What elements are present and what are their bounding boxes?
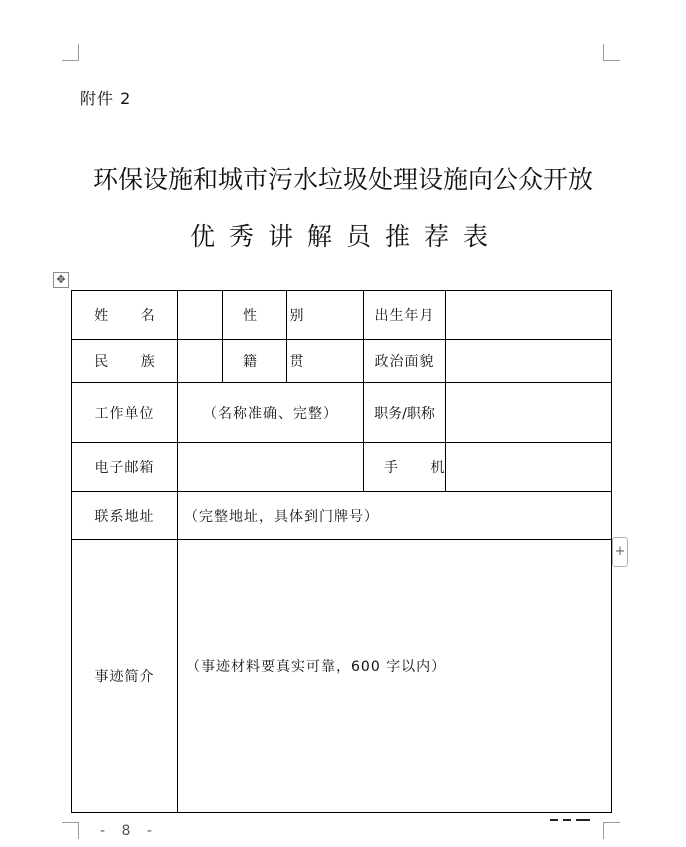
ethnicity-label: 民 族	[72, 340, 178, 383]
birth-cell[interactable]	[446, 291, 612, 340]
birth-label: 出生年月	[364, 291, 446, 340]
email-label: 电子邮箱	[72, 443, 178, 492]
document-subtitle: 优秀讲解员推荐表	[189, 222, 502, 251]
plus-icon[interactable]: +	[612, 537, 628, 567]
name-cell[interactable]	[178, 291, 223, 340]
address-cell[interactable]: （完整地址，具体到门牌号）	[178, 492, 612, 540]
recommendation-form-table	[71, 290, 612, 813]
position-cell[interactable]	[446, 383, 612, 443]
scroll-indicator	[550, 809, 610, 815]
phone-cell[interactable]	[446, 443, 612, 492]
page-number: - 8 -	[100, 823, 158, 839]
politics-label: 政治面貌	[364, 340, 446, 383]
phone-label: 手 机	[364, 443, 446, 492]
document-title: 环保设施和城市污水垃圾处理设施向公众开放	[92, 165, 593, 194]
name-label: 姓 名	[72, 291, 178, 340]
move-icon[interactable]: ✥	[53, 272, 69, 288]
margin-corner-bottom-right	[603, 822, 620, 839]
ethnicity-cell[interactable]	[178, 340, 223, 383]
margin-corner-top-left	[62, 44, 79, 61]
table-row	[72, 383, 612, 443]
margin-corner-bottom-left	[62, 822, 79, 839]
position-label: 职务/职称	[364, 383, 446, 443]
table-row	[72, 492, 612, 540]
work-unit-cell[interactable]: （名称准确、完整）	[178, 383, 364, 443]
gender-label: 性 别	[223, 291, 287, 340]
deeds-label: 事迹简介	[72, 540, 178, 813]
work-unit-label: 工作单位	[72, 383, 178, 443]
table-row	[72, 443, 612, 492]
email-cell[interactable]	[178, 443, 364, 492]
politics-cell[interactable]	[446, 340, 612, 383]
attachment-label: 附件 2	[80, 89, 132, 108]
address-label: 联系地址	[72, 492, 178, 540]
table-row	[72, 540, 612, 813]
deeds-cell[interactable]: （事迹材料要真实可靠，600 字以内）	[178, 540, 612, 813]
margin-corner-top-right	[603, 44, 620, 61]
table-row	[72, 291, 612, 340]
origin-label: 籍 贯	[223, 340, 287, 383]
table-row	[72, 340, 612, 383]
